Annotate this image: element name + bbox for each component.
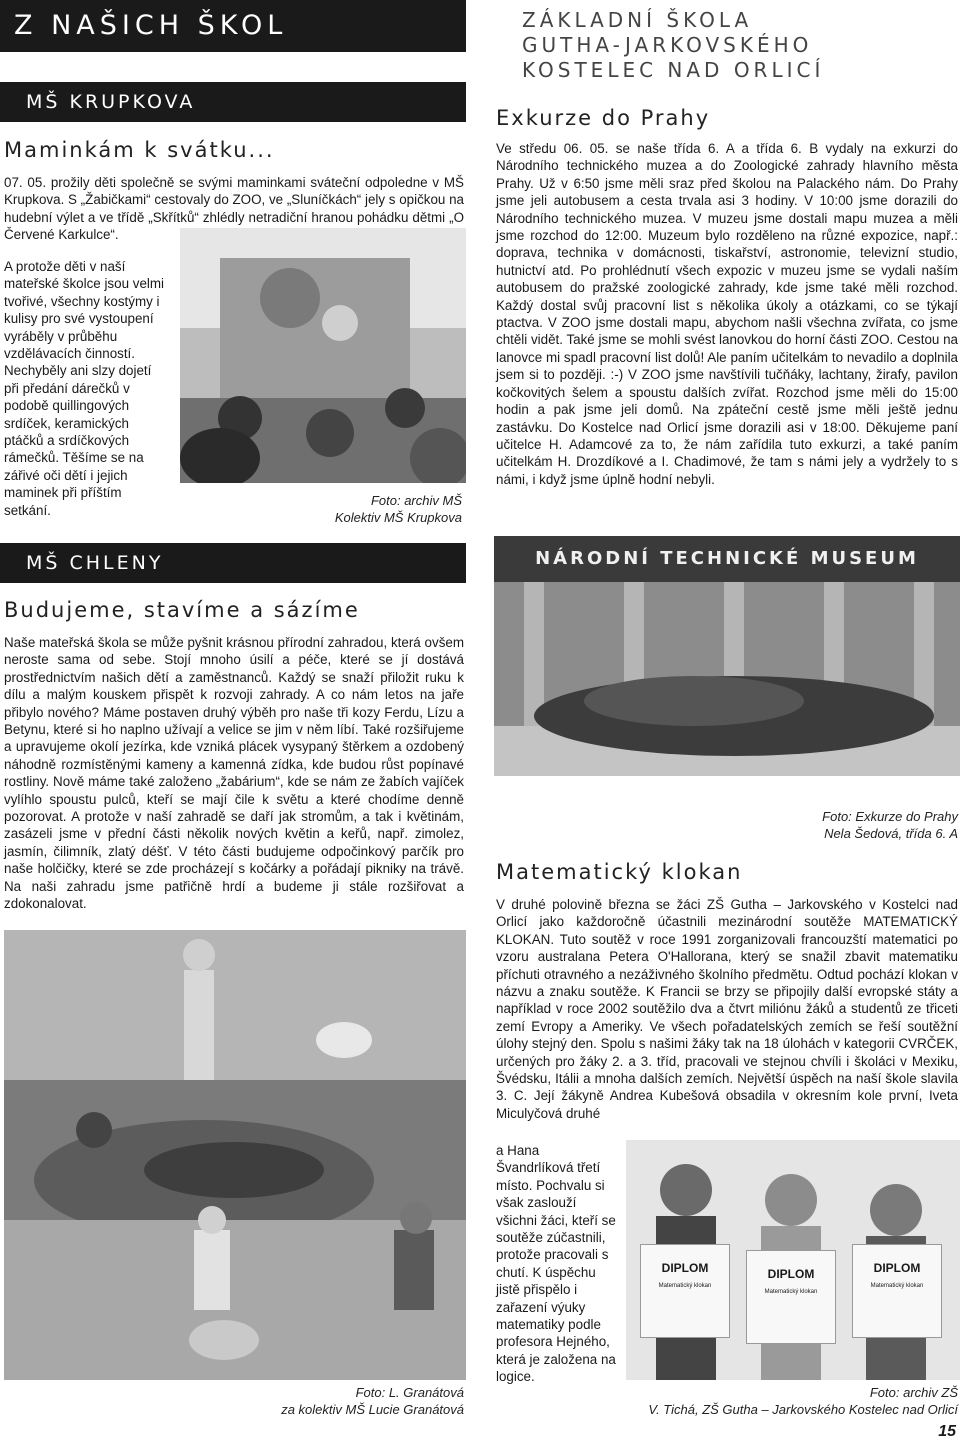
diploma-card-3 — [852, 1244, 942, 1338]
krupkova-bar-label: MŠ KRUPKOVA — [26, 91, 196, 113]
praha-caption — [620, 808, 958, 842]
page-number: 15 — [938, 1423, 956, 1440]
diploma-2-sub: Matematický klokan — [764, 1289, 818, 1295]
klokan-caption-line2: V. Tichá, ZŠ Gutha – Jarkovského Kostelec nad Orlicí — [648, 1402, 958, 1417]
chleny-caption-line1: Foto: L. Granátová — [355, 1385, 464, 1400]
praha-caption-line1: Foto: Exkurze do Prahy — [822, 809, 958, 824]
krupkova-intro: 07. 05. prožily děti společně se svými maminkami sváteční odpoledne v MŠ Krupkova. S „Žabičkami“ cestovaly do ZOO, ve „Sluníčkách“ jely s opičkou na hudební výlet a ve třídě „Skřítků“ zhlédly netradiční hranou pohádku dětmi „O Červené Karkulce“. — [4, 175, 464, 243]
diploma-3-sub: Matematický klokan — [870, 1283, 924, 1289]
diploma-1-sub: Matematický klokan — [658, 1283, 712, 1289]
praha-article-title: Exkurze do Prahy — [496, 106, 711, 130]
diploma-1-label: DIPLOM — [661, 1261, 709, 1275]
school-header-line2: GUTHA-JARKOVSKÉHO — [522, 33, 813, 57]
chleny-bar — [0, 543, 466, 583]
klokan-photo — [626, 1140, 960, 1380]
praha-body: Ve středu 06. 05. se naše třída 6. A a třída 6. B vydaly na exkurzi do Národního technického muzea a do Zoologické zahrady hlavního města Prahy. Už v 6:50 jsme měli sraz před školou na Palackého nám. Do Prahy jsme jeli autobusem a cesta trvala asi 3 hodiny. V 10:00 jsme dorazili do Národního technického muzea. V muzeu jsme dostali mapu muzea a měli jsme rozchod do 12:00. Muzeum bylo rozděleno na různé expozice, např.: doprava, technika v domácnosti, tiskařství, astronomie, televizní studio, hutnictví atd. Po prohlédnutí všech expozic v muzeu jsme se vydali naším autobusem do pražské zoologické zahrady, kde jsme také měli rozchod. Každý dostal svůj pracovní list s několika úkoly a otázkami, co se týkají ptactva. V ZOO jsme dostali mapu, abychom našli všechna zvířata, co jsme chtěli vidět. Také jsme se mohli svést lanovkou do horní části ZOO. Cestou na lanovce mi spadl pracovní list dolů! Ale paním učitelkám to nevadilo a doplnila jsem si to později. :-) V ZOO jsme navštívili tučňáky, lachtany, žirafy, pavilon kočkovitých šelem a spoustu dalších zvířat. Rozchod jsme měli do 15:00 hodin a pak jsme jeli domů. Na zpáteční cestě jsme měli ještě jednu zastávku. Do Kostelce nad Orlicí jsme dorazili asi v 18:00. Děkujeme paní učitelce H. Adamcové za to, že nám zařídila tuto exkurzi, a také paním učitelkám H. Drozdíkové a I. Chadimové, že tam s námi jely a vydržely to s námi, i když jsme úplně hodní nebyli. — [496, 141, 958, 487]
diploma-card-1 — [640, 1244, 730, 1338]
praha-photo — [494, 536, 960, 776]
chleny-bar-label: MŠ CHLENY — [26, 552, 164, 574]
school-header-line1: ZÁKLADNÍ ŠKOLA — [522, 8, 753, 32]
krupkova-body: A protože děti v naší mateřské školce jsou velmi tvořivé, všechny kostýmy i kulisy pro své vystoupení vyráběly v průběhu vzdělávacích činností. Nechyběly ani slzy dojetí při předání dárečků v podobě quillingových srdíček, keramických ptáčků a srdíčkových rámečků. Těšíme se na zářivé oči dětí i jejich maminek při příštím setkání. — [4, 259, 164, 518]
krupkova-bar — [0, 82, 466, 122]
chleny-caption-line2: za kolektiv MŠ Lucie Granátová — [281, 1402, 464, 1417]
krupkova-caption-line1: Foto: archiv MŠ — [370, 493, 462, 508]
klokan-caption — [560, 1384, 958, 1418]
section-title: Z NAŠICH ŠKOL — [14, 10, 288, 41]
section-title-bar — [0, 0, 466, 52]
museum-sign: NÁRODNÍ TECHNICKÉ MUSEUM — [535, 548, 919, 569]
praha-caption-line2: Nela Šedová, třída 6. A — [824, 826, 958, 841]
diploma-card-2 — [746, 1250, 836, 1344]
chleny-caption — [4, 1384, 464, 1418]
klokan-article-title: Matematický klokan — [496, 860, 743, 884]
chleny-body: Naše mateřská škola se může pyšnit krásnou přírodní zahradou, která ovšem neroste sama od sebe. Stojí mnoho úsilí a péče, které se jí dostává prostřednictvím našich dětí a zaměstnanců. Každý se snaží přiložit ruku k dílu a malým kouskem přispět k rozvoji zahrady. A co nám letos na jaře přibylo nového? Máme postaven druhý výběh pro naše tři kozy Ferdu, Lízu a Betynu, které si ho naplno užívají a velice se jim v něm líbí. Také rozšiřujeme a upravujeme okolí jezírka, kde vzniká plácek vysypaný štěrkem a ozdobený náhodně rozmístěnými kameny a kamenná zídka, kde budou růst popínavé rostliny. Nově máme také založeno „žabárium“, kde se nám ze žabích vajíček vylíhlo spoustu pulců, kteří se mají čile k světu a které chodíme denně pozorovat. A protože v naší zahradě se daří jak stromům, a tak i květinám, zasázeli jsme v přední části několik nových květin a keřů, např. zimolez, jasmín, čilimník, zlatý déšť. V této části budujeme odpočinkový parčík pro naše holčičky, které se zde procházejí s kočárky a pořádají pikniky na trávě. Na naši zahradu jsme patřičně hrdí a budeme ji stále rozšiřovat a zdokonalovat. — [4, 635, 464, 912]
krupkova-photo — [180, 228, 466, 483]
krupkova-caption — [180, 492, 462, 526]
chleny-article-title: Budujeme, stavíme a sázíme — [4, 598, 360, 622]
krupkova-article-title: Maminkám k svátku... — [4, 138, 275, 162]
chleny-photo — [4, 930, 466, 1380]
school-header-line3: KOSTELEC NAD ORLICÍ — [522, 58, 825, 82]
krupkova-caption-line2: Kolektiv MŠ Krupkova — [334, 510, 462, 525]
klokan-body-continued: a Hana Švandrlíková třetí místo. Pochvalu si však zaslouží všichni žáci, kteří se soutěže zúčastnili, protože pracovali s chutí. K úspěchu jistě přispělo i zařazení výuky matematiky podle profesora Hejného, která je založena na logice. — [496, 1143, 616, 1385]
klokan-caption-line1: Foto: archiv ZŠ — [869, 1385, 958, 1400]
school-header — [522, 8, 958, 83]
diploma-3-label: DIPLOM — [873, 1261, 921, 1275]
klokan-body: V druhé polovině března se žáci ZŠ Gutha – Jarkovského v Kostelci nad Orlicí jako každoročně účastnili mezinárodní soutěže MATEMATICKÝ KLOKAN. Tuto soutěž v roce 1991 zorganizovali francouzští matematici po vzoru australana Petera O'Hallorana, který se snažil zbavit matematiku příchuti otravného a nezáživného školního předmětu. Odtud pochází klokan v názvu a znaku soutěže. K Francii se brzy se připojily další evropské státy a například v roce 2002 soutěžilo dva a čtvrt miliónu žáků a studentů ze třiceti zemí Evropy a Ameriky. Ve všech pořadatelských zemích se řeší soutěžní úlohy stejný den. Spolu s našimi žáky tak na 18 úlohách v kategorii CVRČEK, určených pro žáky 2. a 3. tříd, pracovali ve stejnou chvíli i školáci v Mexiku, Švédsku, Itálii a mnoha dalších zemích. Největší úspěch na naší škole slavila 3. C. Její žákyně Andrea Kubešová obsadila v okresním kole první, Iveta Miculyčová druhé — [496, 897, 958, 1121]
diploma-2-label: DIPLOM — [767, 1267, 815, 1281]
